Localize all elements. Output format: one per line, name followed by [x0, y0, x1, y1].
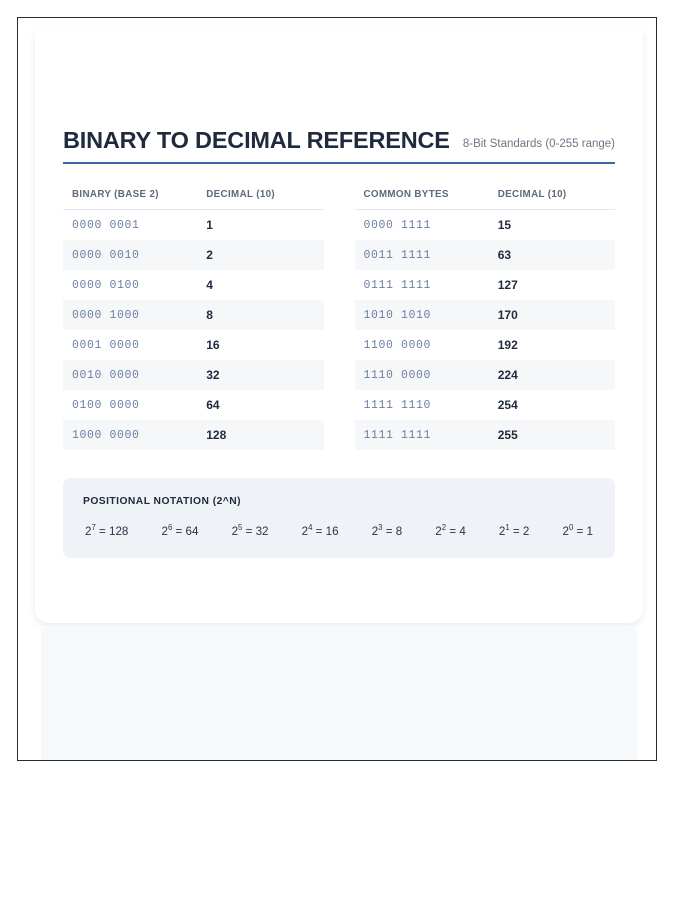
table-row: [63, 270, 324, 300]
table-row: [63, 300, 324, 330]
decimal-value: 15: [497, 218, 512, 233]
table-row: [355, 390, 616, 420]
decimal-value: 8: [193, 300, 323, 330]
table-row: [355, 360, 616, 390]
binary-value: 0001 0000: [72, 338, 140, 352]
binary-value: 0111 1111: [363, 278, 432, 292]
value: 2: [522, 525, 530, 539]
decimal-value: 224: [485, 360, 615, 390]
binary-value: 0010 0000: [63, 360, 193, 390]
base: 2: [85, 525, 92, 539]
title-underline-rule: [63, 162, 615, 165]
value: 16: [325, 525, 339, 539]
binary-value: 0011 1111: [355, 240, 485, 270]
positional-notation-item: $2^4 = 16$: [301, 523, 339, 539]
powers-of-two-table: [63, 189, 324, 450]
table-row: [63, 420, 324, 450]
table-row: [63, 390, 324, 420]
positional-notation-item: $2^6 = 64$: [161, 523, 199, 539]
base: 2: [435, 525, 442, 539]
reference-card: [35, 31, 643, 623]
exponent: 1: [505, 523, 510, 533]
common-bytes-table: [355, 189, 616, 450]
positional-notation-item: $2^7 = 128$: [85, 523, 129, 539]
exponent: 4: [308, 523, 313, 533]
positional-notation-panel: [63, 478, 615, 558]
column-header-decimal: DECIMAL (10): [485, 189, 615, 210]
decimal-value: 63: [485, 240, 615, 270]
base: 2: [498, 525, 506, 539]
positional-notation-item: $2^1 = 2$: [498, 523, 530, 539]
base: 2: [562, 525, 569, 539]
decimal-value: 64: [206, 398, 220, 413]
binary-value: 1111 1110: [363, 398, 432, 412]
table-row: [355, 270, 616, 300]
base: 2: [161, 525, 168, 539]
binary-value: 0000 0100: [72, 278, 140, 292]
decimal-value: 255: [485, 420, 615, 450]
table-head: [63, 189, 324, 210]
value: 128: [109, 525, 129, 539]
value: 8: [395, 525, 403, 539]
decimal-value: 170: [485, 300, 615, 330]
decimal-value: 2: [193, 240, 323, 270]
table-row: [63, 210, 324, 241]
exponent: 5: [238, 523, 243, 533]
column-header-binary: BINARY (BASE 2): [63, 189, 193, 210]
positional-notation-item: $2^0 = 1$: [562, 523, 593, 539]
binary-value: 1000 0000: [63, 420, 193, 450]
card-content: [63, 31, 615, 558]
binary-value: 0000 0010: [63, 240, 193, 270]
binary-value: 0000 0001: [72, 218, 140, 232]
value: 4: [459, 525, 466, 539]
value: 32: [255, 525, 269, 539]
title-row: [63, 31, 615, 153]
binary-value: 1110 0000: [355, 360, 485, 390]
base: 2: [231, 525, 239, 539]
table-body: [63, 210, 324, 451]
value: 1: [586, 525, 593, 539]
page-title: BINARY TO DECIMAL REFERENCE: [63, 127, 450, 153]
table-row: [355, 240, 616, 270]
binary-value: 0000 1000: [63, 300, 193, 330]
exponent: 2: [441, 523, 447, 533]
binary-value: 1100 0000: [363, 338, 432, 352]
table-row: [355, 420, 616, 450]
positional-notation-item: $2^3 = 8$: [371, 523, 403, 539]
value: 64: [185, 525, 199, 539]
table-row: [355, 210, 616, 241]
table-row: [355, 300, 616, 330]
decimal-value: 127: [497, 278, 518, 293]
table-header-row: [63, 189, 324, 210]
decimal-value: 1: [206, 218, 213, 233]
table-header-row: [355, 189, 616, 210]
exponent: 6: [167, 523, 173, 533]
binary-value: 0000 1111: [363, 218, 432, 232]
binary-value: 0100 0000: [72, 398, 140, 412]
binary-value: 1010 1010: [355, 300, 485, 330]
positional-notation-title: POSITIONAL NOTATION (2^N): [83, 496, 241, 508]
exponent: 7: [91, 523, 96, 533]
decimal-value: 254: [497, 398, 518, 413]
table-row: [63, 330, 324, 360]
table-row: [355, 330, 616, 360]
positional-notation-item: $2^5 = 32$: [231, 523, 269, 539]
base: 2: [371, 525, 379, 539]
table-body: [355, 210, 616, 451]
table-row: [63, 240, 324, 270]
decimal-value: 16: [206, 338, 220, 353]
binary-value: 1111 1111: [355, 420, 485, 450]
page-subtitle: 8-Bit Standards (0-255 range): [462, 138, 615, 150]
column-header-common-bytes: COMMON BYTES: [355, 189, 485, 210]
positional-notation-items: [83, 525, 595, 538]
positional-notation-item: $2^2 = 4$: [435, 523, 466, 539]
base: 2: [301, 525, 309, 539]
column-header-decimal: DECIMAL (10): [193, 189, 323, 210]
table-head: [355, 189, 616, 210]
decimal-value: 32: [193, 360, 323, 390]
exponent: 3: [378, 523, 383, 533]
document-page-frame: [17, 17, 657, 761]
tables-row: [63, 189, 615, 450]
footer-placeholder-band: [41, 629, 637, 761]
table-row: [63, 360, 324, 390]
exponent: 0: [568, 523, 574, 533]
decimal-value: 128: [193, 420, 323, 450]
decimal-value: 192: [497, 338, 518, 353]
decimal-value: 4: [206, 278, 213, 293]
